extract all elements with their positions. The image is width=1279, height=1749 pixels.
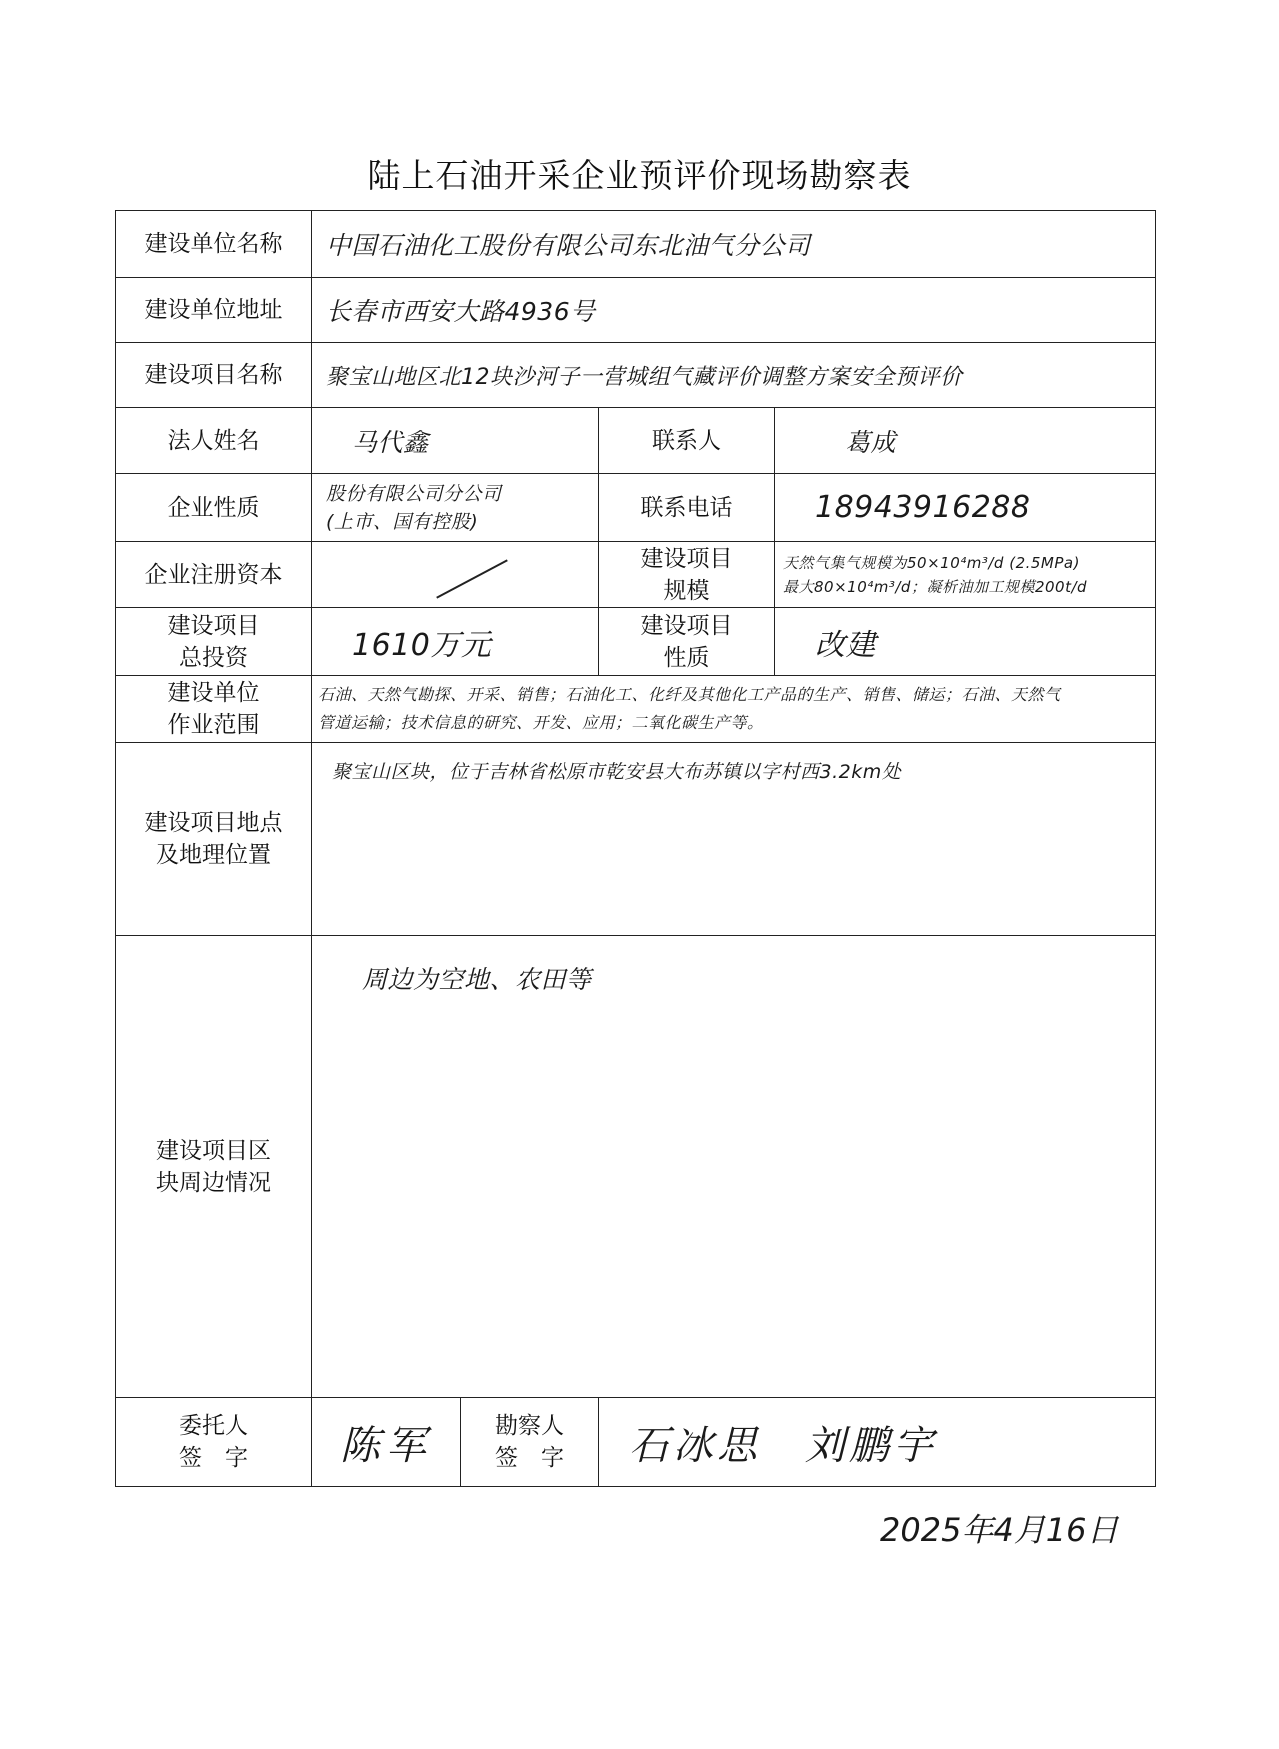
business-scope-line-1: 石油、天然气勘探、开采、销售；石油化工、化纤及其他化工产品的生产、销售、储运；石油、天然气: [318, 685, 1061, 704]
business-scope-label-line-1: 建设单位: [167, 680, 260, 706]
surroundings-value: 周边为空地、农田等: [312, 936, 1156, 1398]
contact-person-label: 联系人: [599, 408, 775, 474]
surveyor-signature: 石冰思 刘鹏宇: [599, 1398, 1156, 1487]
company-name-value: 中国石油化工股份有限公司东北油气分公司: [312, 211, 1156, 278]
enterprise-nature-value: [312, 474, 599, 542]
surveyor-sign-label-line-2: 签 字: [495, 1445, 564, 1471]
survey-date: 2025年4月16日: [880, 1511, 1119, 1549]
survey-form-table: [115, 210, 1156, 1487]
surroundings-label: [116, 936, 312, 1398]
total-investment-label-line-2: 总投资: [179, 644, 248, 671]
project-scale-label-line-2: 规模: [663, 577, 710, 604]
enterprise-nature-line-2: (上市、国有控股): [326, 510, 479, 533]
client-signature: 陈军: [312, 1398, 461, 1487]
form-title: 陆上石油开采企业预评价现场勘察表: [367, 156, 912, 195]
enterprise-nature-label: 企业性质: [116, 474, 312, 542]
row-enterprise-nature: [116, 474, 1156, 542]
project-scale-label: [599, 542, 775, 608]
row-company-address: [116, 278, 1156, 343]
business-scope-line-2: 管道运输；技术信息的研究、开发、应用；二氧化碳生产等。: [318, 713, 764, 732]
project-scale-label-line-1: 建设项目: [640, 545, 733, 572]
project-nature-value: 改建: [775, 608, 1156, 676]
legal-person-label: 法人姓名: [116, 408, 312, 474]
enterprise-nature-line-1: 股份有限公司分公司: [326, 482, 502, 505]
row-registered-capital: [116, 542, 1156, 608]
contact-person-value: 葛成: [775, 408, 1156, 474]
business-scope-value: [312, 676, 1156, 743]
client-sign-label-line-1: 委托人: [179, 1413, 248, 1439]
company-name-label: 建设单位名称: [116, 211, 312, 278]
legal-person-value: 马代鑫: [312, 408, 599, 474]
total-investment-label-line-1: 建设项目: [167, 612, 260, 639]
registered-capital-label: 企业注册资本: [116, 542, 312, 608]
contact-phone-value: 18943916288: [775, 474, 1156, 542]
row-legal-person: [116, 408, 1156, 474]
contact-phone-label: 联系电话: [599, 474, 775, 542]
project-nature-label-line-1: 建设项目: [640, 612, 733, 639]
row-project-name: [116, 343, 1156, 408]
project-nature-label-line-2: 性质: [663, 644, 710, 671]
surroundings-label-line-1: 建设项目区: [156, 1137, 271, 1164]
location-label: [116, 743, 312, 936]
project-name-value: 聚宝山地区北12块沙河子一营城组气藏评价调整方案安全预评价: [312, 343, 1156, 408]
row-total-investment: [116, 608, 1156, 676]
company-address-value: 长春市西安大路4936号: [312, 278, 1156, 343]
registered-capital-slash: [436, 559, 508, 598]
project-scale-line-2: 最大80×10⁴m³/d；凝析油加工规模200t/d: [783, 577, 1088, 596]
company-address-label: 建设单位地址: [116, 278, 312, 343]
client-sign-label: [116, 1398, 312, 1487]
total-investment-value: 1610万元: [312, 608, 599, 676]
business-scope-label-line-2: 作业范围: [167, 712, 260, 738]
business-scope-label: [116, 676, 312, 743]
row-company-name: [116, 211, 1156, 278]
row-location: [116, 743, 1156, 936]
project-scale-value: [775, 542, 1156, 608]
client-sign-label-line-2: 签 字: [179, 1445, 248, 1471]
project-scale-line-1: 天然气集气规模为50×10⁴m³/d (2.5MPa): [783, 553, 1080, 572]
registered-capital-value: [312, 542, 599, 608]
row-signatures: [116, 1398, 1156, 1487]
row-business-scope: [116, 676, 1156, 743]
surveyor-sign-label: [461, 1398, 599, 1487]
location-label-line-2: 及地理位置: [156, 842, 271, 868]
row-surroundings: [116, 936, 1156, 1398]
project-name-label: 建设项目名称: [116, 343, 312, 408]
project-nature-label: [599, 608, 775, 676]
location-value: 聚宝山区块，位于吉林省松原市乾安县大布苏镇以字村西3.2km处: [312, 743, 1156, 936]
total-investment-label: [116, 608, 312, 676]
surveyor-sign-label-line-1: 勘察人: [495, 1413, 564, 1439]
location-label-line-1: 建设项目地点: [144, 810, 283, 836]
surroundings-label-line-2: 块周边情况: [156, 1169, 271, 1196]
